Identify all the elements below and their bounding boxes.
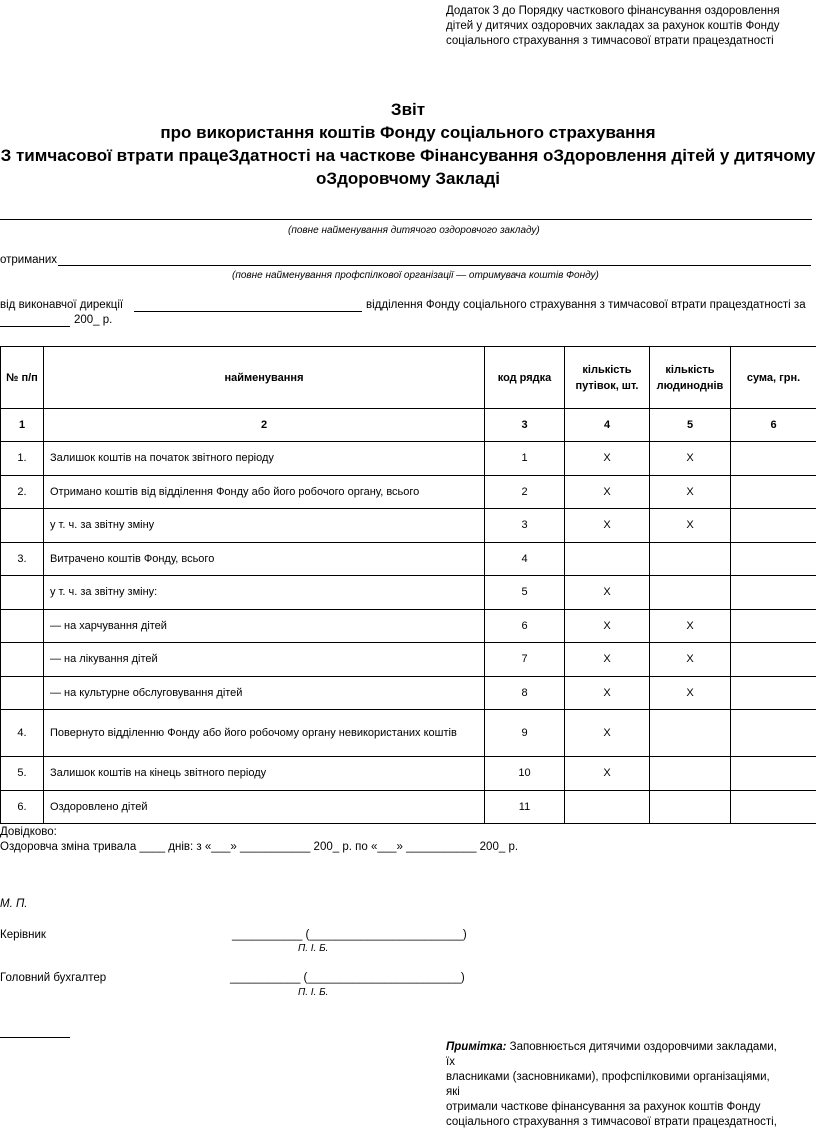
row-vouchers[interactable]: Х xyxy=(565,676,650,710)
row-code: 6 xyxy=(485,609,565,643)
row-sum[interactable] xyxy=(731,790,816,824)
row-no xyxy=(1,509,44,543)
table-row xyxy=(1,609,816,643)
directorate-prefix: від виконавчої дирекції xyxy=(0,299,123,311)
title-line: Звіт xyxy=(0,98,816,121)
row-vouchers[interactable]: Х xyxy=(565,442,650,476)
row-persondays[interactable] xyxy=(650,576,731,610)
note-block xyxy=(446,1040,786,1130)
table-row xyxy=(1,710,816,757)
note-label: Примітка: xyxy=(446,1041,506,1053)
row-vouchers[interactable]: Х xyxy=(565,475,650,509)
institution-field-line[interactable] xyxy=(0,219,812,220)
row-no: 5. xyxy=(1,757,44,791)
row-vouchers[interactable] xyxy=(565,542,650,576)
row-name: — на харчування дітей xyxy=(44,609,485,643)
row-name: Оздоровлено дітей xyxy=(44,790,485,824)
row-no: 1. xyxy=(1,442,44,476)
row-persondays[interactable] xyxy=(650,790,731,824)
row-no xyxy=(1,643,44,677)
row-sum[interactable] xyxy=(731,757,816,791)
row-sum[interactable] xyxy=(731,609,816,643)
row-name: Залишок коштів на кінець звітного періоду xyxy=(44,757,485,791)
head-signature-line[interactable]: ___________ (________________________) xyxy=(232,929,467,941)
row-vouchers[interactable]: Х xyxy=(565,509,650,543)
note-text: соціального страхування з тимчасової втрати працездатності, xyxy=(446,1115,786,1130)
row-name: — на культурне обслуговування дітей xyxy=(44,676,485,710)
row-vouchers[interactable]: Х xyxy=(565,643,650,677)
row-persondays[interactable]: Х xyxy=(650,442,731,476)
row-name: Залишок коштів на початок звітного періоду xyxy=(44,442,485,476)
note-text: власниками (засновниками), профспілковими організаціями, які xyxy=(446,1070,786,1100)
row-code: 7 xyxy=(485,643,565,677)
row-code: 2 xyxy=(485,475,565,509)
header-no: № п/п xyxy=(1,347,44,409)
row-no: 3. xyxy=(1,542,44,576)
period-suffix: 200_ р. xyxy=(74,314,112,326)
table-row xyxy=(1,576,816,610)
accountant-signature-line[interactable]: ___________ (________________________) xyxy=(230,972,465,984)
table-row xyxy=(1,643,816,677)
column-number: 1 xyxy=(1,409,44,442)
row-code: 1 xyxy=(485,442,565,476)
row-persondays[interactable]: Х xyxy=(650,643,731,677)
accountant-label: Головний бухгалтер xyxy=(0,972,106,984)
row-no: 2. xyxy=(1,475,44,509)
row-sum[interactable] xyxy=(731,442,816,476)
row-name: у т. ч. за звітну зміну: xyxy=(44,576,485,610)
row-no: 6. xyxy=(1,790,44,824)
directorate-suffix: відділення Фонду соціального страхування з тимчасової втрати працездатності за xyxy=(366,299,806,311)
title-line: З тимчасової втрати працеЗдатності на часткове Фінансування оЗдоровлення дітей у дитячому xyxy=(0,144,816,167)
row-name: Повернуто відділенню Фонду або його робочому органу невикористаних коштів xyxy=(44,710,485,757)
row-code: 5 xyxy=(485,576,565,610)
table-row xyxy=(1,442,816,476)
institution-caption: (повне найменування дитячого оздоровчого закладу) xyxy=(288,225,540,236)
row-code: 8 xyxy=(485,676,565,710)
footnote-separator xyxy=(0,1037,70,1038)
column-number-row xyxy=(1,409,816,442)
row-persondays[interactable]: Х xyxy=(650,609,731,643)
appendix-line: дітей у дитячих оздоровчих закладах за рахунок коштів Фонду xyxy=(446,19,786,34)
title-line: оЗдоровчому Закладі xyxy=(0,167,816,190)
row-persondays[interactable] xyxy=(650,757,731,791)
row-vouchers[interactable]: Х xyxy=(565,757,650,791)
column-number: 6 xyxy=(731,409,816,442)
table-row xyxy=(1,509,816,543)
row-persondays[interactable]: Х xyxy=(650,676,731,710)
row-vouchers[interactable]: Х xyxy=(565,710,650,757)
stamp-label: М. П. xyxy=(0,898,28,910)
row-sum[interactable] xyxy=(731,542,816,576)
appendix-line: Додаток 3 до Порядку часткового фінансування оздоровлення xyxy=(446,4,786,19)
row-persondays[interactable]: Х xyxy=(650,475,731,509)
row-vouchers[interactable]: Х xyxy=(565,609,650,643)
union-caption: (повне найменування профспілкової організації — отримувача коштів Фонду) xyxy=(232,270,599,281)
column-number: 3 xyxy=(485,409,565,442)
note-text: отримали часткове фінансування за рахунок коштів Фонду xyxy=(446,1100,786,1115)
row-code: 11 xyxy=(485,790,565,824)
received-label: отриманих xyxy=(0,254,57,266)
row-sum[interactable] xyxy=(731,710,816,757)
row-name: — на лікування дітей xyxy=(44,643,485,677)
row-no xyxy=(1,609,44,643)
table-row xyxy=(1,542,816,576)
title-line: про використання коштів Фонду соціального страхування xyxy=(0,121,816,144)
table-header-row xyxy=(1,347,816,409)
row-code: 3 xyxy=(485,509,565,543)
row-persondays[interactable]: Х xyxy=(650,509,731,543)
table-row xyxy=(1,475,816,509)
union-field-line[interactable] xyxy=(58,265,811,266)
column-number: 5 xyxy=(650,409,731,442)
row-code: 9 xyxy=(485,710,565,757)
row-sum[interactable] xyxy=(731,475,816,509)
row-name: у т. ч. за звітну зміну xyxy=(44,509,485,543)
row-code: 4 xyxy=(485,542,565,576)
directorate-field-line[interactable] xyxy=(134,311,362,312)
table-row xyxy=(1,676,816,710)
note-line xyxy=(446,1040,786,1070)
accountant-pib-caption: П. І. Б. xyxy=(298,987,328,998)
row-no: 4. xyxy=(1,710,44,757)
row-no xyxy=(1,576,44,610)
row-name: Отримано коштів від відділення Фонду або його робочого органу, всього xyxy=(44,475,485,509)
report-table xyxy=(0,346,816,824)
row-code: 10 xyxy=(485,757,565,791)
header-persondays: кількість людиноднів xyxy=(650,347,731,409)
row-sum[interactable] xyxy=(731,509,816,543)
head-label: Керівник xyxy=(0,929,46,941)
appendix-line: соціального страхування з тимчасової втрати працездатності xyxy=(446,34,786,49)
table-row xyxy=(1,790,816,824)
note-text: Заповнюється дитячими оздоровчими закладами, їх xyxy=(446,1041,777,1068)
head-pib-caption: П. І. Б. xyxy=(298,943,328,954)
column-number: 2 xyxy=(44,409,485,442)
period-field-line[interactable] xyxy=(0,326,70,327)
report-title xyxy=(0,98,816,190)
row-name: Витрачено коштів Фонду, всього xyxy=(44,542,485,576)
header-vouchers: кількість путівок, шт. xyxy=(565,347,650,409)
header-code: код рядка xyxy=(485,347,565,409)
table-row xyxy=(1,757,816,791)
shift-duration[interactable]: Оздоровча зміна тривала ____ днів: з «___» ___________ 200_ р. по «___» ___________ 200_ р. xyxy=(0,841,518,853)
row-persondays[interactable] xyxy=(650,542,731,576)
header-sum: сума, грн. xyxy=(731,347,816,409)
row-no xyxy=(1,676,44,710)
row-persondays[interactable] xyxy=(650,710,731,757)
row-sum[interactable] xyxy=(731,576,816,610)
row-sum[interactable] xyxy=(731,643,816,677)
appendix-note xyxy=(446,4,786,49)
row-sum[interactable] xyxy=(731,676,816,710)
row-vouchers[interactable]: Х xyxy=(565,576,650,610)
header-name: найменування xyxy=(44,347,485,409)
reference-label: Довідково: xyxy=(0,826,57,838)
column-number: 4 xyxy=(565,409,650,442)
row-vouchers[interactable] xyxy=(565,790,650,824)
